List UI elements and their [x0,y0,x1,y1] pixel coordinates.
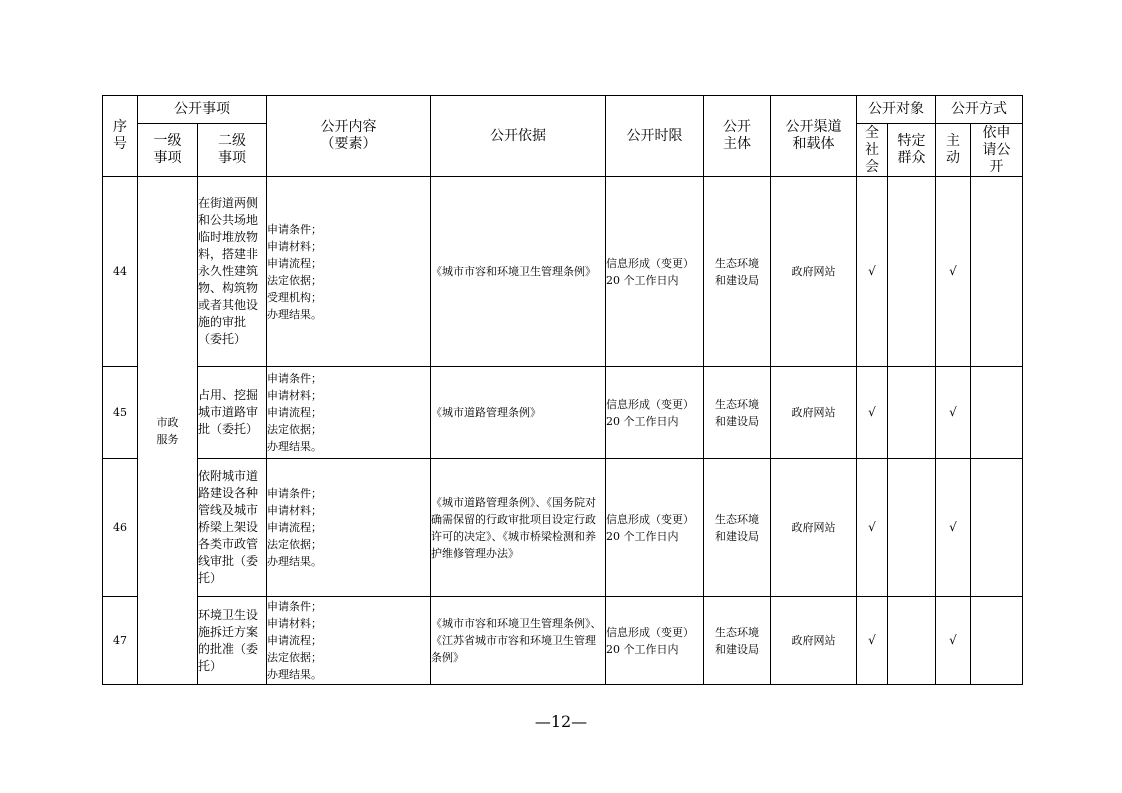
row-content: 申请条件； 申请材料； 申请流程； 法定依据； 办理结果。 [267,459,431,597]
table-row [103,459,1023,597]
row-item2: 占用、挖掘城市道路审批（委托） [198,367,267,459]
row-seq: 45 [103,367,138,459]
header-basis: 公开依据 [431,96,606,177]
disclosure-table [102,95,1023,685]
header-content: 公开内容（要素） [267,96,431,177]
row-basis: 《城市道路管理条例》 [431,367,606,459]
check-apply [971,459,1023,597]
level1-item: 市政服务 [138,177,198,685]
header-seq: 序号 [103,96,138,177]
row-content: 申请条件； 申请材料； 申请流程； 法定依据； 办理结果。 [267,367,431,459]
check-active: √ [936,177,971,367]
row-basis: 《城市市容和环境卫生管理条例》 [431,177,606,367]
header-method-active: 主动 [936,124,971,177]
row-subject: 生态环境 和建设局 [704,597,771,685]
table-row [103,367,1023,459]
row-subject: 生态环境 和建设局 [704,459,771,597]
row-seq: 44 [103,177,138,367]
check-specific [888,367,936,459]
row-time: 信息形成（变更） 20 个工作日内 [606,597,704,685]
row-content: 申请条件； 申请材料； 申请流程； 法定依据； 办理结果。 [267,597,431,685]
check-all: √ [857,177,888,367]
row-subject: 生态环境 和建设局 [704,367,771,459]
row-item2: 在街道两侧和公共场地临时堆放物料，搭建非永久性建筑物、构筑物或者其他设施的审批（委托） [198,177,267,367]
row-channel: 政府网站 [771,367,857,459]
check-active: √ [936,367,971,459]
row-basis: 《城市市容和环境卫生管理条例》、《江苏省城市市容和环境卫生管理条例》 [431,597,606,685]
row-channel: 政府网站 [771,597,857,685]
check-specific [888,177,936,367]
header-level1: 一级事项 [138,124,198,177]
row-time: 信息形成（变更） 20 个工作日内 [606,459,704,597]
row-time: 信息形成（变更） 20 个工作日内 [606,367,704,459]
header-method: 公开方式 [936,96,1023,124]
header-target-specific: 特定群众 [888,124,936,177]
check-apply [971,367,1023,459]
row-seq: 47 [103,597,138,685]
row-content: 申请条件； 申请材料； 申请流程； 法定依据； 受理机构； 办理结果。 [267,177,431,367]
header-method-apply: 依申请公开 [971,124,1023,177]
header-target: 公开对象 [857,96,936,124]
row-channel: 政府网站 [771,459,857,597]
check-specific [888,459,936,597]
check-apply [971,597,1023,685]
table-row [103,597,1023,685]
header-public-items: 公开事项 [138,96,267,124]
row-subject: 生态环境 和建设局 [704,177,771,367]
check-all: √ [857,367,888,459]
check-active: √ [936,597,971,685]
header-level2: 二级事项 [198,124,267,177]
header-subject: 公开主体 [704,96,771,177]
row-channel: 政府网站 [771,177,857,367]
check-specific [888,597,936,685]
table-row [103,177,1023,367]
row-seq: 46 [103,459,138,597]
check-apply [971,177,1023,367]
row-item2: 环境卫生设施拆迁方案的批准（委托） [198,597,267,685]
check-all: √ [857,459,888,597]
check-all: √ [857,597,888,685]
row-item2: 依附城市道路建设各种管线及城市桥梁上架设各类市政管线审批（委托） [198,459,267,597]
header-time-limit: 公开时限 [606,96,704,177]
header-channel: 公开渠道和载体 [771,96,857,177]
check-active: √ [936,459,971,597]
header-target-all: 全社会 [857,124,888,177]
page-number: —12— [534,712,588,731]
row-time: 信息形成（变更） 20 个工作日内 [606,177,704,367]
row-basis: 《城市道路管理条例》、《国务院对确需保留的行政审批项目设定行政许可的决定》、《城市桥梁检测和养护维修管理办法》 [431,459,606,597]
